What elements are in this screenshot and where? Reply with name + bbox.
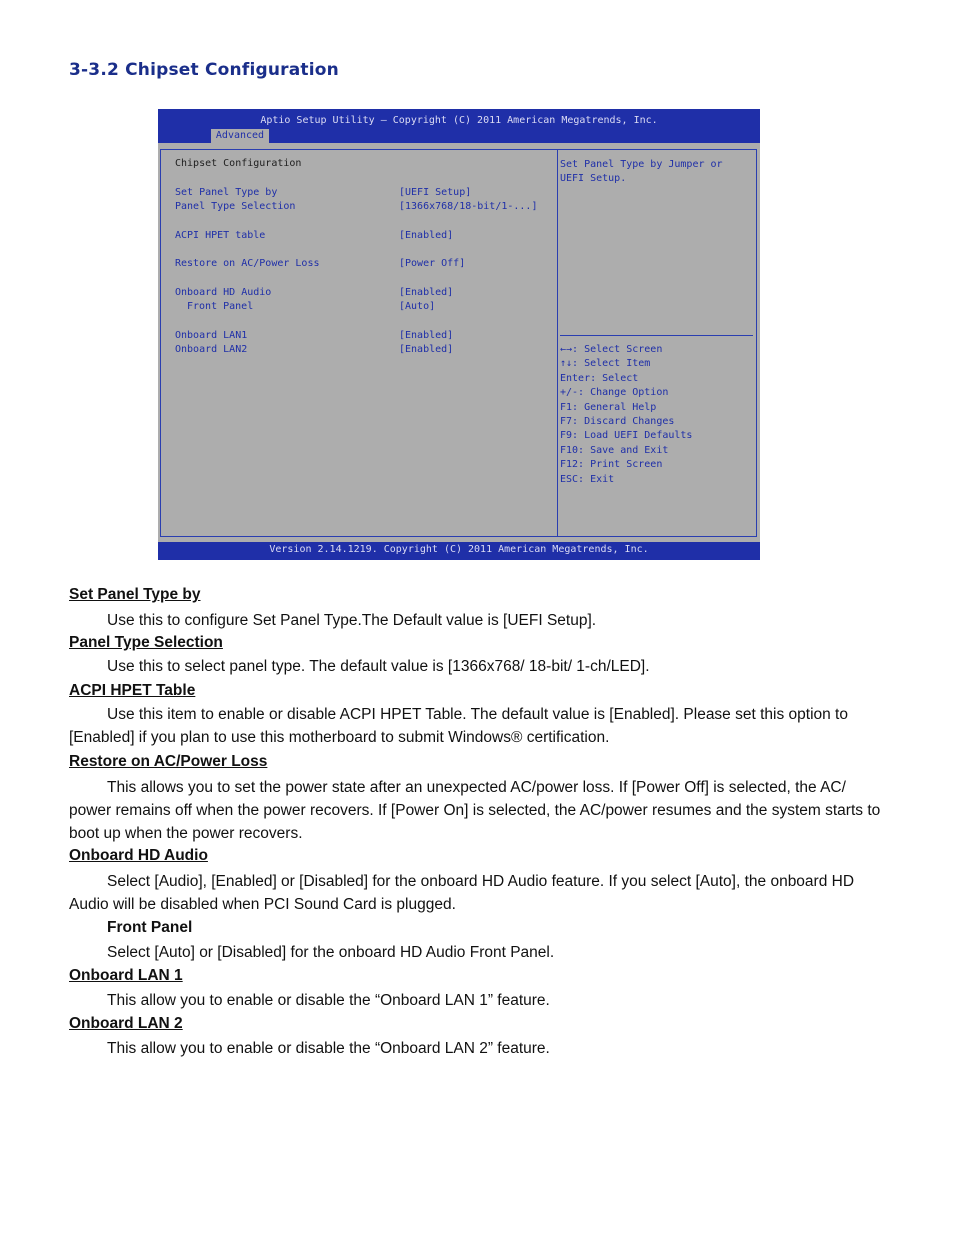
bios-item-front-panel: Front Panel xyxy=(187,301,254,312)
bios-footer-bar xyxy=(158,542,760,560)
bios-value-onboard-lan2: [Enabled] xyxy=(399,344,454,355)
bios-item-set-panel-type-by: Set Panel Type by xyxy=(175,187,278,198)
bios-value-panel-type-selection: [1366x768/18-bit/1-...] xyxy=(399,201,538,212)
key-change-option: +/-: Change Option xyxy=(560,387,669,399)
bios-help-text: Set Panel Type by Jumper or UEFI Setup. xyxy=(560,159,723,184)
heading-acpi-hpet: ACPI HPET Table xyxy=(69,682,196,699)
bios-screenshot xyxy=(158,109,760,560)
bios-item-restore-ac: Restore on AC/Power Loss xyxy=(175,258,320,269)
heading-onboard-lan1: Onboard LAN 1 xyxy=(69,967,183,984)
bios-footer-text: Version 2.14.1219. Copyright (C) 2011 American Megatrends, Inc. xyxy=(269,544,649,555)
bios-value-onboard-hd-audio: [Enabled] xyxy=(399,287,454,298)
bios-item-onboard-lan1: Onboard LAN1 xyxy=(175,330,248,341)
text-restore-ac: This allows you to set the power state after an unexpected AC/power loss. If [Power Off] is selected, the AC/ power remains off when the power recovers. If [Power On] is selected, the AC/power resumes and the system starts to boot up when the power recovers. xyxy=(69,779,881,842)
key-print-screen: F12: Print Screen xyxy=(560,459,663,471)
bios-item-onboard-lan2: Onboard LAN2 xyxy=(175,344,248,355)
text-onboard-lan1: This allow you to enable or disable the “Onboard LAN 1” feature. xyxy=(107,992,550,1009)
heading-onboard-hd-audio: Onboard HD Audio xyxy=(69,847,208,864)
text-panel-type-selection: Use this to select panel type. The default value is [1366x768/ 18-bit/ 1-ch/LED]. xyxy=(107,658,650,675)
text-onboard-hd-audio: Select [Audio], [Enabled] or [Disabled] for the onboard HD Audio feature. If you select [Auto], the onboard HD Audio will be disabled when PCI Sound Card is plugged. xyxy=(69,873,855,913)
heading-front-panel: Front Panel xyxy=(107,919,193,936)
tab-advanced: Advanced xyxy=(211,129,269,143)
text-front-panel: Select [Auto] or [Disabled] for the onboard HD Audio Front Panel. xyxy=(107,944,555,961)
key-save-exit: F10: Save and Exit xyxy=(560,444,669,456)
heading-panel-type-selection: Panel Type Selection xyxy=(69,634,223,651)
bios-value-front-panel: [Auto] xyxy=(399,301,436,312)
bios-value-set-panel-type-by: [UEFI Setup] xyxy=(399,187,472,198)
bios-panel-heading: Chipset Configuration xyxy=(175,158,302,169)
bios-header-title: Aptio Setup Utility – Copyright (C) 2011 American Megatrends, Inc. xyxy=(260,115,658,126)
bios-value-restore-ac: [Power Off] xyxy=(399,258,466,269)
key-enter-select: Enter: Select xyxy=(560,372,639,384)
section-title: 3-3.2 Chipset Configuration xyxy=(69,60,339,80)
key-load-defaults: F9: Load UEFI Defaults xyxy=(560,430,693,442)
bios-header-bar xyxy=(158,109,760,143)
heading-restore-ac: Restore on AC/Power Loss xyxy=(69,753,268,770)
heading-onboard-lan2: Onboard LAN 2 xyxy=(69,1015,183,1032)
bios-item-panel-type-selection: Panel Type Selection xyxy=(175,201,296,212)
text-acpi-hpet: Use this item to enable or disable ACPI HPET Table. The default value is [Enabled]. Please set this option to [Enabled] if you plan to use this motherboard to submit Windows® certification. xyxy=(69,706,848,746)
heading-set-panel-type-by: Set Panel Type by xyxy=(69,586,201,603)
text-onboard-lan2: This allow you to enable or disable the “Onboard LAN 2” feature. xyxy=(107,1040,550,1057)
bios-value-onboard-lan1: [Enabled] xyxy=(399,330,454,341)
bios-item-acpi-hpet: ACPI HPET table xyxy=(175,230,266,241)
key-exit: ESC: Exit xyxy=(560,473,615,485)
bios-help-divider xyxy=(560,335,753,336)
bios-item-onboard-hd-audio: Onboard HD Audio xyxy=(175,287,272,298)
key-select-item: ↑↓: Select Item xyxy=(560,358,651,370)
key-select-screen: ←→: Select Screen xyxy=(560,344,663,355)
text-set-panel-type-by: Use this to configure Set Panel Type.The Default value is [UEFI Setup]. xyxy=(107,612,597,629)
key-discard-changes: F7: Discard Changes xyxy=(560,416,675,428)
bios-key-legend xyxy=(560,343,692,487)
key-general-help: F1: General Help xyxy=(560,401,657,413)
bios-value-acpi-hpet: [Enabled] xyxy=(399,230,454,241)
